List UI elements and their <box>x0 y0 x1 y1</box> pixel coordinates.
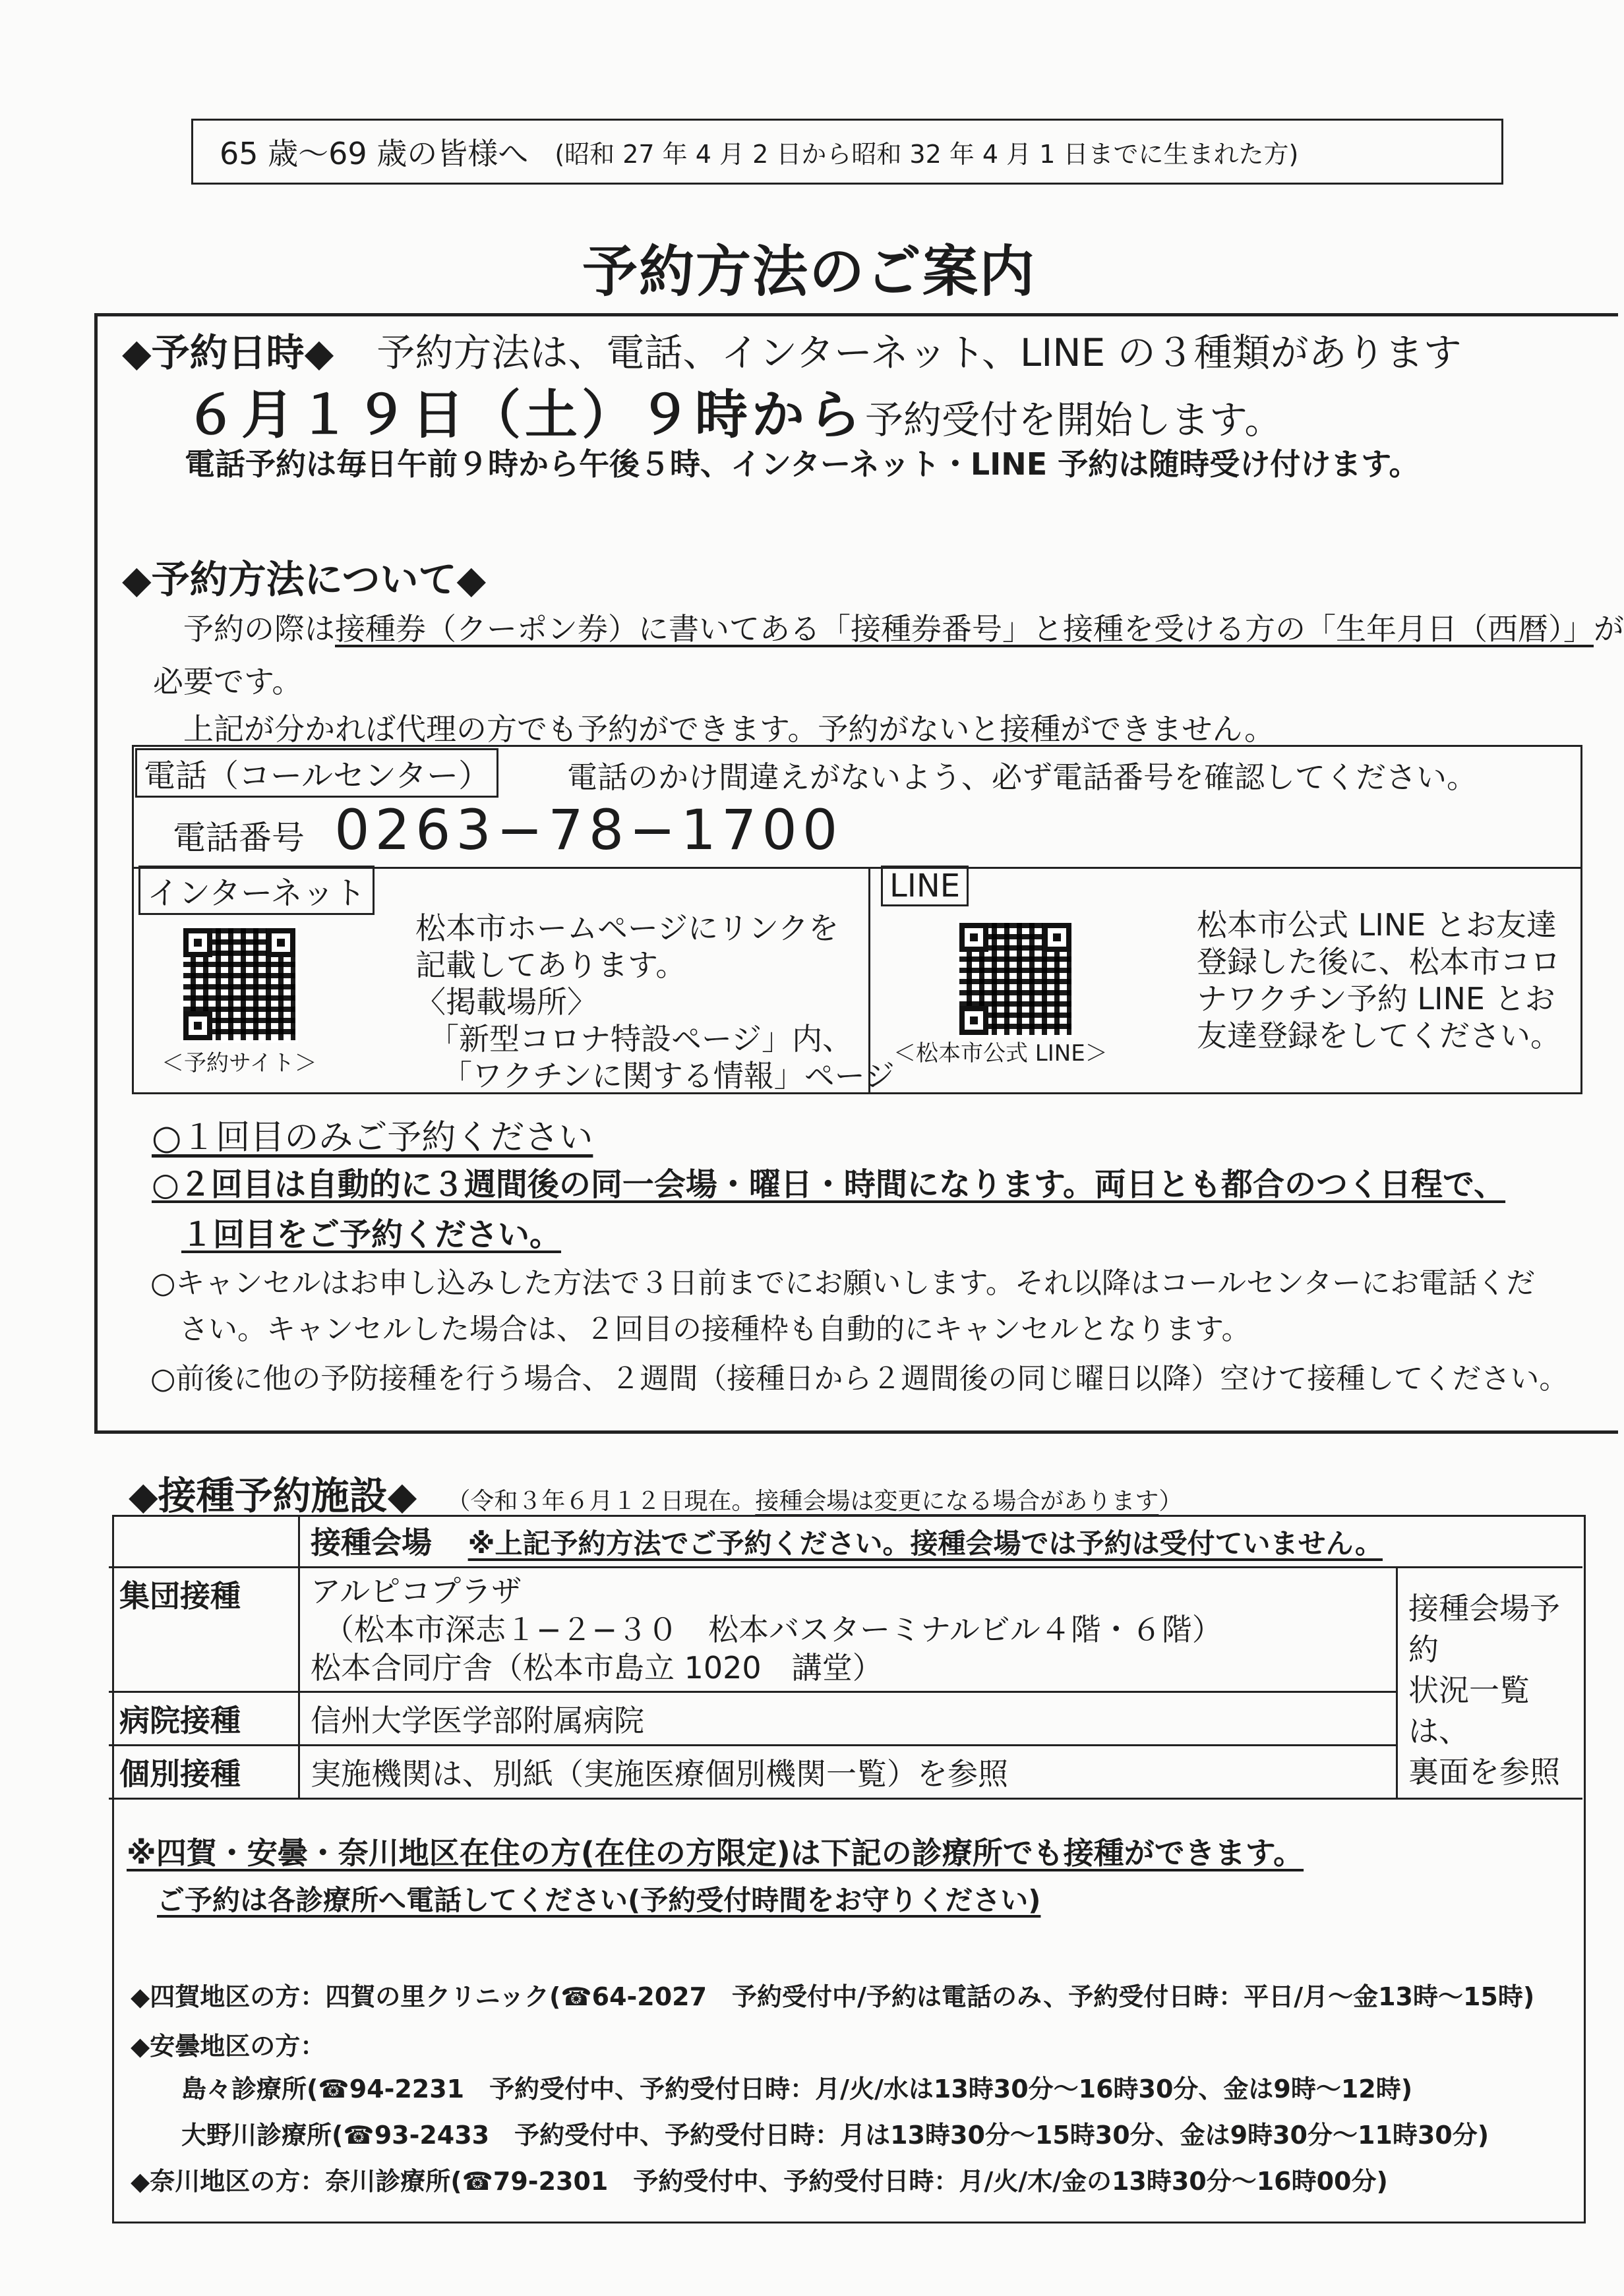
facilities-heading: ◆接種予約施設◆ <box>129 1473 417 1518</box>
phone-notice: 電話のかけ間違えがないよう、必ず電話番号を確認してください。 <box>567 759 1477 795</box>
phone-number-row <box>173 798 843 862</box>
side-note-line: 裏面を参照 <box>1408 1754 1560 1790</box>
birth-range: (昭和 27 年 4 月 2 日から昭和 32 年 4 月 1 日までに生まれた方) <box>555 139 1299 169</box>
local-clinics-sub: ご予約は各診療所へ電話してください(予約受付時間をお守りください) <box>157 1884 1041 1916</box>
note-second-dose: ○２回目は自動的に３週間後の同一会場・曜日・時間になります。両日とも都合のつく日程で、 <box>152 1166 1506 1203</box>
clinic-azumi-heading: ◆安曇地区の方： <box>131 2032 326 2061</box>
group-vaccination-label: 集団接種 <box>109 1568 299 1692</box>
clinic-shimashima: 島々診療所(☎94-2231 予約受付中、予約受付日時：月/火/水は13時30分〜16時30分、金は9時〜12時) <box>181 2075 1413 2104</box>
about-method-para1 <box>183 605 1624 649</box>
side-note-line: 接種会場予約 <box>1408 1591 1560 1667</box>
venue-line: 松本合同庁舎（松本市島立 1020 講堂） <box>311 1650 883 1686</box>
facilities-table <box>109 1515 1582 1800</box>
internet-label: インターネット <box>138 866 375 915</box>
line-label: LINE <box>881 866 969 906</box>
note-cancel-cont: さい。キャンセルした場合は、２回目の接種枠も自動的にキャンセルとなります。 <box>179 1312 1251 1346</box>
reservation-start-text: 予約受付を開始します。 <box>865 397 1283 442</box>
para1-required-items: 接種券（クーポン券）に書いてある「接種券番号」と接種を受ける方の「生年月日（西暦）」 <box>335 611 1594 647</box>
individual-venue: 実施機関は、別紙（実施医療個別機関一覧）を参照 <box>299 1746 1397 1799</box>
reservation-start-date: ６月１９日（土）９時から <box>185 384 865 446</box>
venue-header: 接種会場 <box>311 1525 432 1560</box>
note-first-dose-only: ○１回目のみご予約ください <box>152 1118 593 1158</box>
table-corner <box>109 1515 299 1568</box>
phone-number[interactable]: 0263−78−1700 <box>334 798 843 862</box>
clinic-onogawa: 大野川診療所(☎93-2433 予約受付中、予約受付日時：月は13時30分〜15時30分、金は9時30分〜11時30分) <box>181 2121 1489 2150</box>
phone-label: 電話（コールセンター） <box>135 748 498 798</box>
facilities-note-part: ） <box>1158 1488 1183 1515</box>
local-clinics-title: ※四賀・安曇・奈川地区在住の方(在住の方限定)は下記の診療所でも接種ができます。 <box>127 1835 1304 1871</box>
target-age: 65 歳〜69 歳の皆様へ <box>220 136 529 171</box>
status-side-note <box>1397 1568 1583 1799</box>
table-row <box>109 1568 1582 1692</box>
note-second-dose-cont: １回目をご予約ください。 <box>181 1216 562 1253</box>
internet-desc-line: 「新型コロナ特設ページ」内、 <box>429 1021 853 1057</box>
para1-suffix: が <box>1594 611 1624 647</box>
facilities-note <box>446 1488 1182 1515</box>
table-header <box>299 1515 1583 1568</box>
reservation-site-qr-code[interactable] <box>183 928 295 1040</box>
venue-header-note: ※上記予約方法でご予約ください。接種会場では予約は受付ていません。 <box>467 1527 1383 1560</box>
line-qr-caption: ＜松本市公式 LINE＞ <box>893 1040 1108 1067</box>
venue-line: アルピコプラザ <box>311 1574 522 1609</box>
note-other-vaccine: ○前後に他の予防接種を行う場合、２週間（接種日から２週間後の同じ曜日以降）空けて接種してください。 <box>150 1362 1569 1396</box>
internet-desc-line: 〈掲載場所〉 <box>415 984 597 1020</box>
line-desc-line: ナワクチン予約 LINE とお <box>1197 981 1555 1016</box>
note-cancel: ○キャンセルはお申し込みした方法で３日前までにお願いします。それ以降はコールセンターにお電話くだ <box>150 1266 1536 1300</box>
page-title: 予約方法のご案内 <box>582 239 1036 304</box>
venue-line: （松本市深志１−２−３０ 松本バスターミナルビル４階・６階） <box>324 1612 1222 1647</box>
phone-number-label: 電話番号 <box>173 819 305 857</box>
reservation-site-qr-caption: ＜予約サイト＞ <box>162 1050 317 1076</box>
side-note-line: 状況一覧は、 <box>1408 1672 1530 1749</box>
reservation-hours: 電話予約は毎日午前９時から午後５時、インターネット・LINE 予約は随時受け付けます。 <box>185 446 1420 482</box>
table-row <box>109 1692 1582 1746</box>
about-method-para2: 上記が分かれば代理の方でも予約ができます。予約がないと接種ができません。 <box>183 711 1275 747</box>
internet-description <box>415 910 895 1094</box>
about-method-para1-cont: 必要です。 <box>153 664 303 699</box>
reservation-date-heading: ◆予約日時◆ <box>122 330 334 375</box>
line-desc-line: 登録した後に、松本市コロ <box>1197 944 1561 980</box>
line-description <box>1197 906 1561 1054</box>
hospital-vaccination-label: 病院接種 <box>109 1692 299 1746</box>
internet-desc-line: 「ワクチンに関する情報」ページ <box>442 1058 895 1094</box>
line-desc-line: 松本市公式 LINE とお友達 <box>1197 907 1557 943</box>
para1-prefix: 予約の際は <box>183 611 335 647</box>
clinic-nagawa: ◆奈川地区の方：奈川診療所(☎79-2301 予約受付中、予約受付日時：月/火/木/金の13時30分〜16時00分) <box>131 2167 1388 2196</box>
facilities-heading-row <box>129 1465 1182 1520</box>
line-qr-code[interactable] <box>959 923 1071 1035</box>
group-vaccination-venues <box>299 1568 1397 1692</box>
table-row <box>109 1746 1582 1799</box>
line-desc-line: 友達登録をしてください。 <box>1197 1018 1561 1053</box>
reservation-date-row <box>122 322 1462 377</box>
individual-vaccination-label: 個別接種 <box>109 1746 299 1799</box>
hospital-venue: 信州大学医学部附属病院 <box>299 1692 1397 1746</box>
facilities-note-part: 接種会場は変更になる場合があります <box>755 1488 1159 1515</box>
reservation-methods-text: 予約方法は、電話、インターネット、LINE の３種類があります <box>376 330 1462 375</box>
reservation-start-row <box>185 372 1282 448</box>
internet-desc-line: 松本市ホームページにリンクを <box>415 910 839 946</box>
table-row <box>109 1515 1582 1568</box>
clinic-shiga: ◆四賀地区の方：四賀の里クリニック(☎64-2027 予約受付中/予約は電話のみ、予約受付日時：平日/月〜金13時〜15時) <box>131 1982 1535 2011</box>
about-method-heading: ◆予約方法について◆ <box>122 557 487 602</box>
target-audience-box <box>191 119 1503 185</box>
facilities-note-part: （令和３年６月１２日現在。 <box>446 1488 756 1515</box>
internet-desc-line: 記載してあります。 <box>415 947 686 983</box>
